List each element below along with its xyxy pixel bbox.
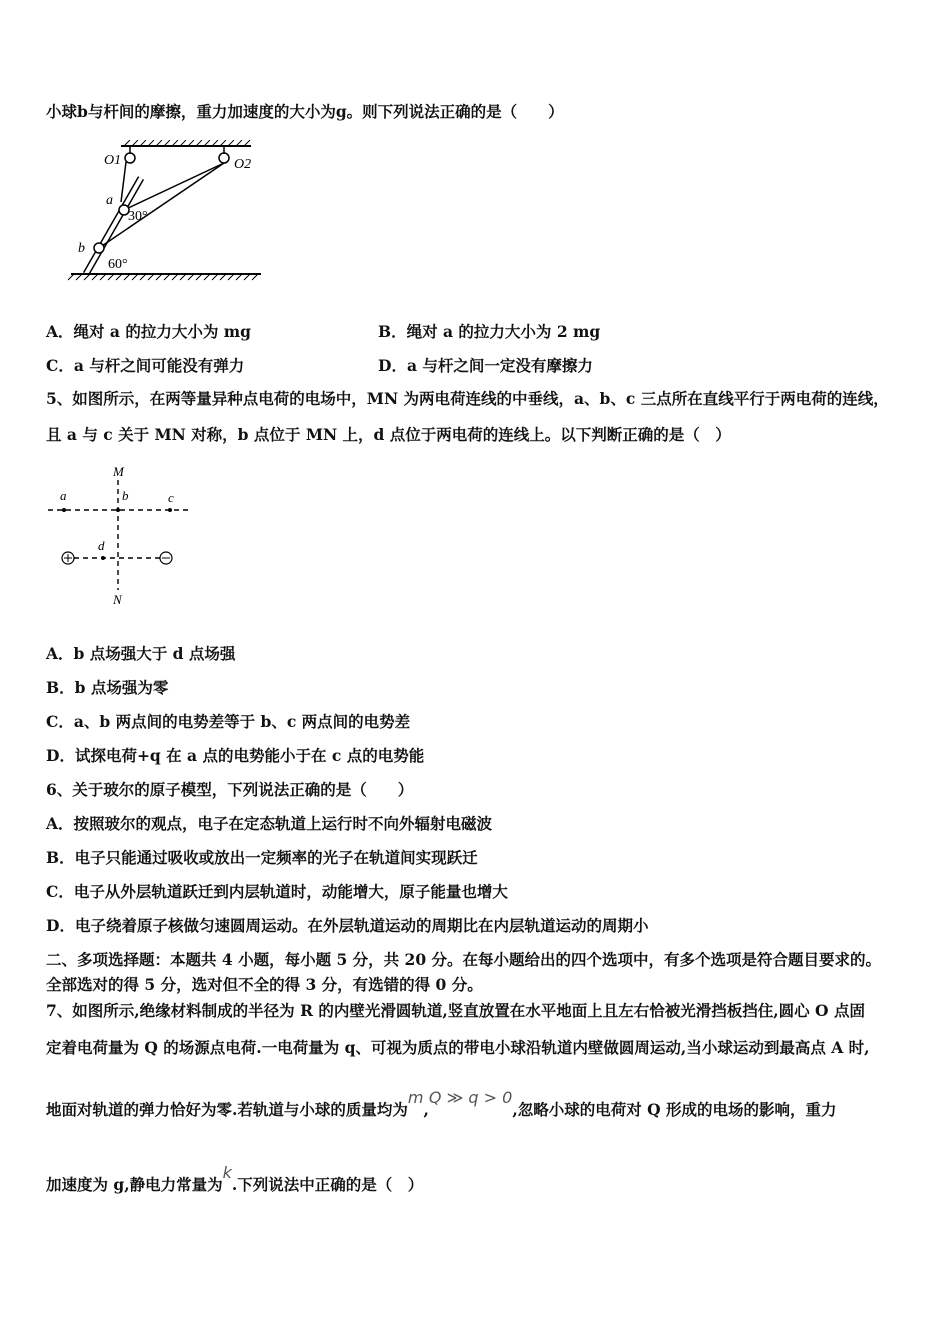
label-c: c [168,490,174,505]
label-n: N [113,592,122,607]
q4-option-c: C．a 与杆之间可能没有弹力 [46,356,245,375]
q5-figure [46,462,206,612]
q7-math-k: k [222,1163,232,1182]
q7-stem-line1: 7、如图所示,绝缘材料制成的半径为 R 的内壁光滑圆轨道,竖直放置在水平地面上且左右恰被光滑挡板挡住,圆心 O 点固 [46,1001,865,1020]
label-60deg: 60° [108,257,128,272]
q5-option-a: A．b 点场强大于 d 点场强 [46,644,236,663]
label-a: a [106,193,113,208]
q6-option-a: A．按照玻尔的观点，电子在定态轨道上运行时不向外辐射电磁波 [46,814,493,833]
q7-line3-text-b: ,忽略小球的电荷对 Q 形成的电场的影响，重力 [512,1100,837,1119]
label-m: M [113,464,124,479]
q4-option-a: A．绳对 a 的拉力大小为 mg [46,322,251,341]
q5-option-b: B．b 点场强为零 [46,678,169,697]
q5-stem-line2: 且 a 与 c 关于 MN 对称，b 点位于 MN 上，d 点位于两电荷的连线上。以下判断正确的是（ ） [46,425,731,444]
label-o1: O1 [104,153,122,168]
q4-figure [66,140,276,282]
label-30deg: 30° [128,209,148,224]
q7-line3-comma: , [423,1100,429,1119]
label-a: a [60,488,67,503]
label-d: d [98,538,105,553]
section2-line1: 二、多项选择题：本题共 4 小题，每小题 5 分，共 20 分。在每小题给出的四个选项中，有多个选项是符合题目要求的。 [46,950,882,969]
q7-line4-text-a: 加速度为 g,静电力常量为 [46,1175,223,1194]
q7-stem-line2: 定着电荷量为 Q 的场源点电荷.一电荷量为 q、可视为质点的带电小球沿轨道内壁做圆周运动,当小球运动到最高点 A 时, [46,1038,870,1057]
q4-option-b: B．绳对 a 的拉力大小为 2 mg [378,322,601,341]
label-b: b [78,241,85,256]
q6-stem: 6、关于玻尔的原子模型，下列说法正确的是（ ） [46,780,414,799]
q5-option-c: C．a、b 两点间的电势差等于 b、c 两点间的电势差 [46,712,411,731]
section2-line2: 全部选对的得 5 分，选对但不全的得 3 分，有选错的得 0 分。 [46,975,483,994]
q5-stem-line1: 5、如图所示，在两等量异种点电荷的电场中，MN 为两电荷连线的中垂线，a、b、c 三点所在直线平行于两电荷的连线， [46,389,889,408]
q7-stem-line3 [46,1088,837,1120]
q4-option-d: D．a 与杆之间一定没有摩擦力 [378,356,593,375]
q7-math-condition: Q ≫ q > 0 [428,1088,513,1107]
q7-line3-text-a: 地面对轨道的弹力恰好为零.若轨道与小球的质量均为 [46,1100,408,1119]
label-b: b [122,488,129,503]
q7-stem-line4 [46,1163,424,1195]
q5-option-d: D．试探电荷+q 在 a 点的电势能小于在 c 点的电势能 [46,746,425,765]
q6-option-d: D．电子绕着原子核做匀速圆周运动。在外层轨道运动的周期比在内层轨道运动的周期小 [46,916,649,935]
q6-option-b: B．电子只能通过吸收或放出一定频率的光子在轨道间实现跃迁 [46,848,478,867]
q7-math-m: m [407,1088,424,1107]
label-o2: O2 [234,157,252,172]
q4-stem-end: 小球b与杆间的摩擦，重力加速度的大小为g。则下列说法正确的是（ ） [46,102,564,121]
q6-option-c: C．电子从外层轨道跃迁到内层轨道时，动能增大，原子能量也增大 [46,882,508,901]
q7-line4-text-b: .下列说法中正确的是（ ） [231,1175,424,1194]
